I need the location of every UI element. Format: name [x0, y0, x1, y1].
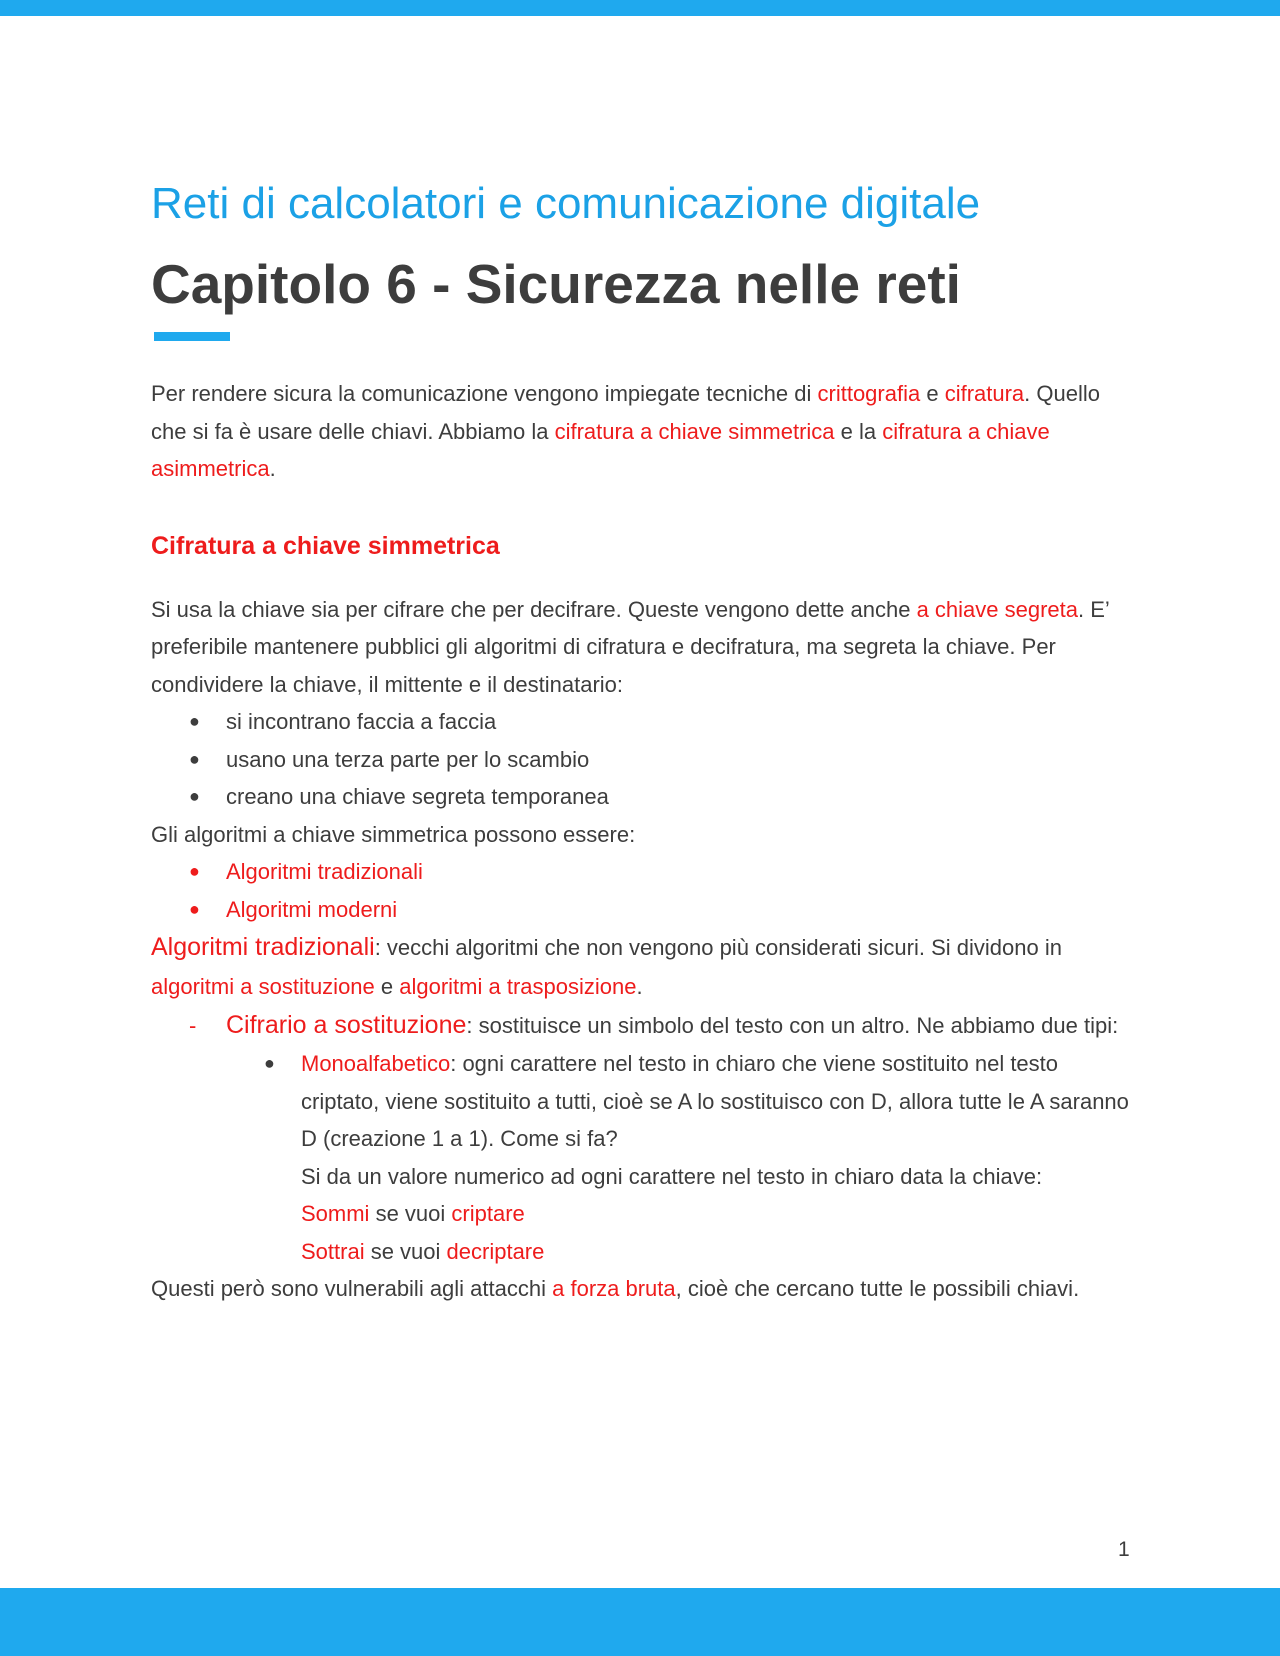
traditional-text-1: : vecchi algoritmi che non vengono più considerati sicuri. Si dividono in — [374, 935, 1062, 960]
mono-sum-text: se vuoi — [369, 1201, 452, 1226]
traditional-algorithms-paragraph — [151, 928, 1131, 1006]
page-title: Capitolo 6 - Sicurezza nelle reti — [151, 253, 961, 315]
bullet-icon: ● — [189, 748, 200, 769]
bottom-accent-bar — [0, 1588, 1280, 1656]
mono-text-1: : ogni carattere nel testo in chiaro che viene sostituito nel testo criptato, viene sostituito a tutti, cioè se A lo sostituisco con D, allora tutte le A saranno D (creazione 1 a 1). Come si fa? — [301, 1051, 1129, 1151]
list-item — [151, 741, 1131, 779]
bullet-icon: ● — [264, 1053, 275, 1073]
bullet-icon: ● — [189, 861, 200, 881]
term-sommi: Sommi — [301, 1201, 370, 1226]
title-underline — [154, 332, 230, 341]
section-heading-symmetric: Cifratura a chiave simmetrica — [151, 531, 500, 560]
key-sharing-list — [151, 703, 1131, 816]
intro-text-3: . Quello che si fa è usare delle chiavi. Abbiamo la — [151, 381, 1100, 444]
bullet-icon: ● — [189, 786, 200, 806]
term-sottrai: Sottrai — [301, 1238, 365, 1264]
term-chiave-asimmetrica: cifratura a chiave asimmetrica — [151, 418, 1050, 481]
list-item-text: Algoritmi moderni — [226, 896, 398, 922]
symmetric-text-2: . E’ preferibile mantenere pubblici gli algoritmi di cifratura e decifratura, ma segreta la chiave. Per condividere la chiave, il mittente e il destinatario: — [151, 596, 1109, 697]
term-crittografia: crittografia — [817, 381, 921, 406]
term-cifratura: cifratura — [944, 381, 1025, 406]
list-item — [151, 703, 1131, 741]
list-item-text: Algoritmi tradizionali — [226, 859, 423, 884]
term-decriptare: decriptare — [446, 1238, 545, 1264]
term-forza-bruta: a forza bruta — [552, 1276, 676, 1301]
final-text-1: Questi però sono vulnerabili agli attacchi — [151, 1276, 553, 1301]
bullet-icon: ● — [189, 711, 200, 731]
substitution-text: : sostituisce un simbolo del testo con un altro. Ne abbiamo due tipi: — [466, 1013, 1119, 1038]
top-accent-bar — [0, 0, 1280, 16]
symmetric-paragraph — [151, 591, 1131, 704]
list-item — [151, 853, 1131, 891]
list-item — [151, 891, 1131, 929]
term-monoalfabetico: Monoalfabetico — [301, 1051, 451, 1076]
brute-force-paragraph — [151, 1270, 1131, 1308]
term-chiave-simmetrica: cifratura a chiave simmetrica — [554, 418, 835, 444]
final-text-2: , cioè che cercano tutte le possibili chiavi. — [675, 1276, 1080, 1301]
algorithm-types-intro: Gli algoritmi a chiave simmetrica possono essere: — [151, 821, 636, 847]
term-algoritmi-tradizionali: Algoritmi tradizionali — [151, 933, 375, 961]
list-item-text: usano una terza parte per lo scambio — [226, 746, 590, 772]
term-criptare: criptare — [451, 1201, 525, 1226]
list-item-text: si incontrano faccia a faccia — [226, 709, 497, 734]
traditional-text-3: . — [636, 974, 643, 999]
dash-marker: - — [189, 1013, 197, 1038]
algorithm-types-list — [151, 853, 1131, 928]
intro-text-2: e — [920, 381, 945, 406]
list-item-text: creano una chiave segreta temporanea — [226, 784, 609, 809]
term-algoritmi-trasposizione: algoritmi a trasposizione — [399, 974, 637, 999]
term-algoritmi-sostituzione: algoritmi a sostituzione — [151, 974, 375, 999]
list-item — [151, 1045, 1131, 1270]
list-item — [151, 1006, 1131, 1045]
symmetric-text-1: Si usa la chiave sia per cifrare che per decifrare. Queste vengono dette anche — [151, 596, 917, 622]
intro-text-5: . — [269, 456, 276, 481]
substitution-list — [151, 1006, 1131, 1045]
document-subtitle: Reti di calcolatori e comunicazione digitale — [151, 179, 981, 228]
bullet-icon: ● — [189, 898, 200, 919]
term-chiave-segreta: a chiave segreta — [916, 596, 1078, 622]
intro-text-1: Per rendere sicura la comunicazione vengono impiegate tecniche di — [151, 381, 818, 406]
traditional-text-2: e — [374, 974, 400, 999]
page-content — [151, 170, 1131, 1308]
monoalphabetic-list — [151, 1045, 1131, 1270]
page-number: 1 — [1118, 1538, 1130, 1561]
intro-paragraph — [151, 375, 1131, 488]
list-item — [151, 778, 1131, 816]
mono-text-2: Si da un valore numerico ad ogni carattere nel testo in chiaro data la chiave: — [301, 1163, 1043, 1189]
mono-sub-text: se vuoi — [364, 1238, 447, 1264]
term-cifrario-sostituzione: Cifrario a sostituzione — [226, 1011, 467, 1039]
intro-text-4: e la — [834, 418, 883, 444]
